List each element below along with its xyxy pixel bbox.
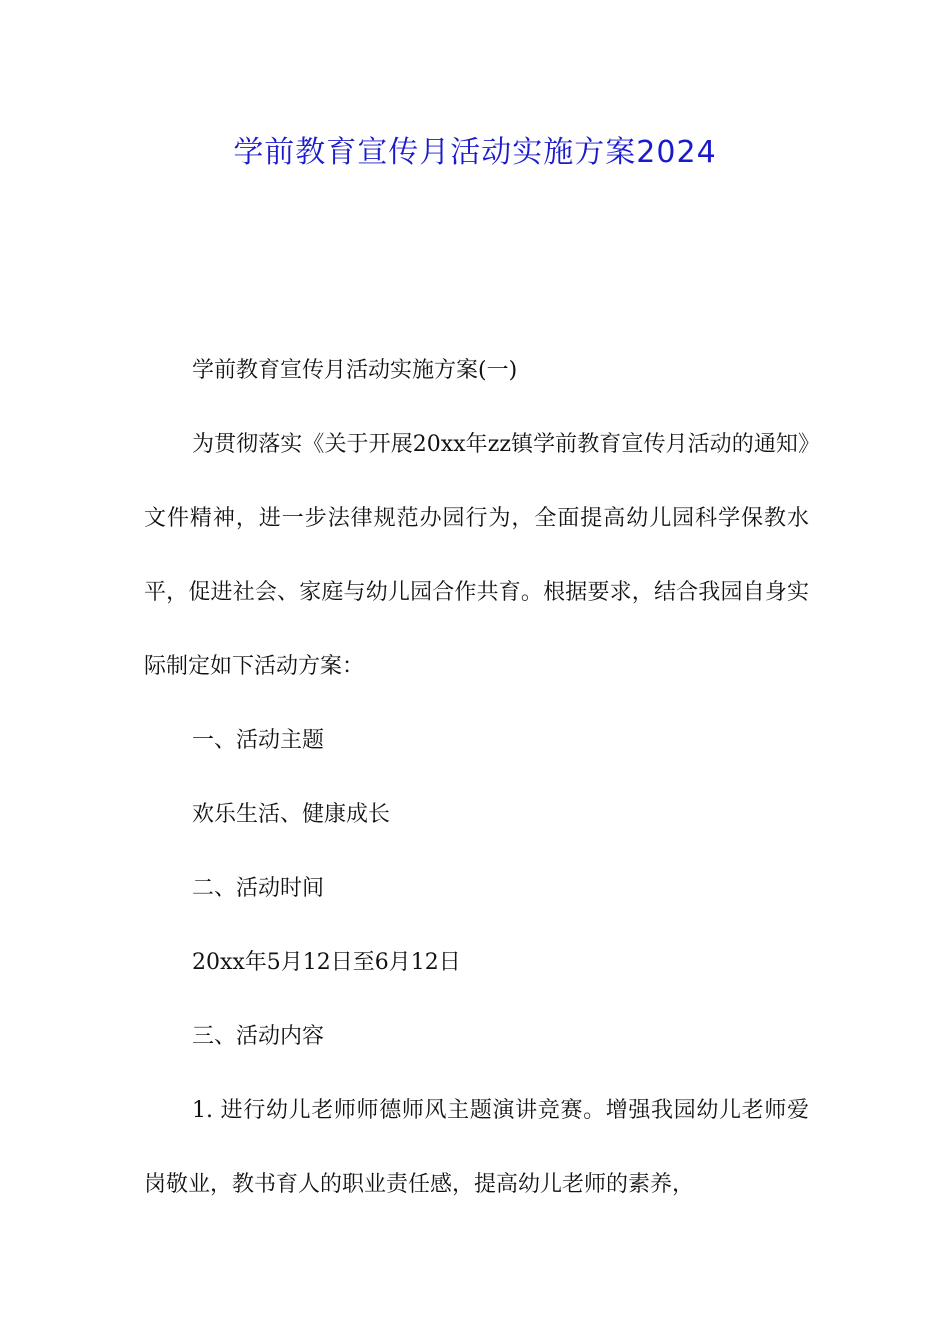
content-item-1: 1. 进行幼儿老师师德师风主题演讲竞赛。增强我园幼儿老师爱岗敬业，教书育人的职业责任感，提高幼儿老师的素养，	[144, 1098, 809, 1197]
intro-paragraph: 为贯彻落实《关于开展20xx年zz镇学前教育宣传月活动的通知》文件精神，进一步法律规范办园行为，全面提高幼儿园科学保教水平，促进社会、家庭与幼儿园合作共育。根据要求，结合我园自身实际制定如下活动方案：	[144, 432, 809, 679]
document-body	[144, 334, 809, 1222]
time-text: 20xx年5月12日至6月12日	[192, 950, 461, 975]
section-heading-time: 二、活动时间	[192, 876, 325, 901]
section-heading-theme: 一、活动主题	[192, 728, 325, 753]
section-heading-content: 三、活动内容	[192, 1024, 325, 1049]
document-title: 学前教育宣传月活动实施方案2024	[233, 135, 717, 170]
theme-text: 欢乐生活、健康成长	[192, 802, 391, 827]
section-heading: 学前教育宣传月活动实施方案(一)	[192, 358, 518, 383]
